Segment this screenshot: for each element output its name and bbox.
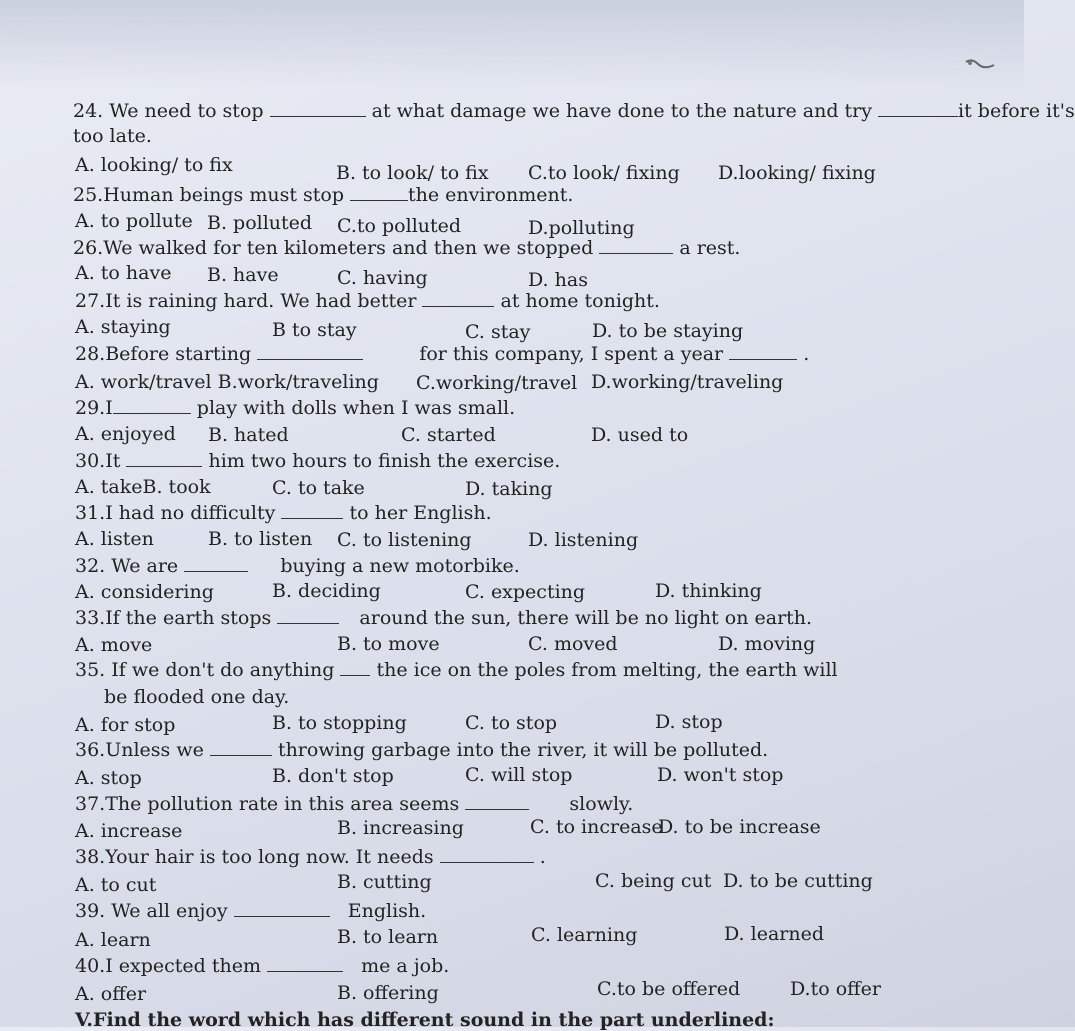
answer-blank: [440, 848, 534, 863]
q35-option-c: C. to stop: [465, 712, 558, 734]
q29-option-a: A. enjoyed: [75, 423, 176, 445]
q37-stem-part2: slowly.: [569, 793, 634, 815]
q35-option-a: A. for stop: [75, 714, 176, 736]
q24-stem-part3: it before it's: [958, 100, 1075, 122]
answer-blank: [113, 399, 191, 414]
q28-stem-part2: for this company, I spent a year: [419, 343, 724, 365]
q32-option-c: C. expecting: [465, 581, 586, 603]
q32-stem: [75, 555, 520, 577]
q39-option-a: A. learn: [75, 929, 151, 951]
q38-option-c: C. being cut: [595, 870, 712, 892]
q25-option-d: D.polluting: [528, 217, 635, 239]
q27-option-b: B to stay: [272, 319, 357, 341]
q37-option-d: D. to be increase: [658, 816, 821, 838]
q30-stem-part1: 30.It: [75, 450, 121, 472]
q39-option-c: C. learning: [531, 924, 638, 946]
q25-stem-part2: the environment.: [408, 184, 574, 206]
q25-option-b: B. polluted: [207, 212, 313, 234]
q29-stem-part2: play with dolls when I was small.: [196, 397, 516, 419]
q33-option-d: D. moving: [718, 633, 816, 655]
q38-option-b: B. cutting: [337, 871, 432, 893]
q29-option-b: B. hated: [208, 424, 289, 446]
q38-stem-part1: 38.Your hair is too long now. It needs: [75, 846, 434, 868]
q25-stem: [73, 184, 573, 206]
q35-stem-line2: be flooded one day.: [104, 686, 290, 708]
answer-blank: [465, 795, 529, 810]
q40-option-a: A. offer: [75, 983, 147, 1005]
q33-option-c: C. moved: [528, 633, 618, 655]
q24-stem-part1: 24. We need to stop: [73, 100, 264, 122]
q27-option-c: C. stay: [465, 321, 531, 343]
q24-option-d: D.looking/ fixing: [718, 162, 876, 184]
q26-stem-part2: a rest.: [679, 237, 741, 259]
q40-stem-part1: 40.I expected them: [75, 955, 261, 977]
q29-option-c: C. started: [401, 424, 496, 446]
q30-option-d: D. taking: [465, 478, 553, 500]
q27-stem: [75, 290, 660, 312]
q28-option-d: D.working/traveling: [591, 371, 784, 393]
q24-stem-part2: at what damage we have done to the nature and try: [371, 100, 872, 122]
q32-option-b: B. deciding: [272, 580, 381, 602]
q40-option-d: D.to offer: [790, 978, 881, 1000]
q29-option-d: D. used to: [591, 424, 689, 446]
q33-stem-part1: 33.If the earth stops: [75, 607, 272, 629]
q30-stem: [75, 450, 560, 472]
q32-stem-part2: buying a new motorbike.: [280, 555, 520, 577]
answer-blank: [340, 661, 370, 676]
q27-stem-part1: 27.It is raining hard. We had better: [75, 290, 417, 312]
q32-stem-part1: 32. We are: [75, 555, 179, 577]
q31-stem-part2: to her English.: [349, 502, 492, 524]
q36-option-a: A. stop: [75, 767, 142, 789]
q37-option-b: B. increasing: [337, 817, 464, 839]
q26-stem-part1: 26.We walked for ten kilometers and then we stopped: [73, 237, 594, 259]
q36-option-b: B. don't stop: [272, 765, 394, 787]
q25-option-a: A. to pollute: [75, 210, 193, 232]
q39-option-b: B. to learn: [337, 926, 439, 948]
q37-stem: [75, 793, 633, 815]
q26-stem: [73, 237, 740, 259]
answer-blank: [878, 102, 958, 117]
q39-option-d: D. learned: [724, 923, 825, 945]
answer-blank: [257, 345, 363, 360]
q35-stem: [75, 659, 838, 681]
q33-option-a: A. move: [75, 634, 153, 656]
answer-blank: [210, 741, 272, 756]
q24-line2: too late.: [73, 125, 152, 147]
q27-option-d: D. to be staying: [592, 320, 744, 342]
q26-option-b: B. have: [207, 264, 279, 286]
q38-option-d: D. to be cutting: [723, 870, 873, 892]
q36-stem-part2: throwing garbage into the river, it will be polluted.: [277, 739, 769, 761]
q24-option-a: A. looking/ to fix: [75, 154, 233, 176]
q38-stem: [75, 846, 546, 868]
q31-option-c: C. to listening: [337, 529, 472, 551]
q30-stem-part2: him two hours to finish the exercise.: [208, 450, 561, 472]
q37-option-c: C. to increase: [530, 816, 663, 838]
q24-line1: [73, 100, 1075, 122]
q28-stem-part3: .: [803, 343, 810, 365]
q26-option-a: A. to have: [75, 262, 172, 284]
q38-stem-part2: .: [539, 846, 546, 868]
answer-blank: [281, 504, 343, 519]
q35-option-d: D. stop: [655, 711, 723, 733]
q36-option-d: D. won't stop: [657, 764, 784, 786]
paper-shadow: [0, 0, 1024, 90]
answer-blank: [270, 102, 366, 117]
q39-stem-part2: English.: [347, 900, 427, 922]
answer-blank: [126, 452, 202, 467]
q40-stem-part2: me a job.: [361, 955, 450, 977]
answer-blank: [234, 902, 330, 917]
answer-blank: [599, 239, 673, 254]
q36-stem-part1: 36.Unless we: [75, 739, 204, 761]
answer-blank: [350, 186, 408, 201]
q35-stem-part2: the ice on the poles from melting, the earth will: [376, 659, 838, 681]
answer-blank: [729, 345, 797, 360]
q26-option-c: C. having: [337, 267, 428, 289]
q30-option-c: C. to take: [272, 477, 365, 499]
q28-option-c: C.working/travel: [416, 372, 578, 394]
q33-stem-part2: around the sun, there will be no light on earth.: [359, 607, 813, 629]
q39-stem: [75, 900, 426, 922]
answer-blank: [277, 609, 339, 624]
q29-stem: [75, 397, 515, 419]
q27-option-a: A. staying: [75, 316, 171, 338]
q25-option-c: C.to polluted: [337, 215, 462, 237]
q36-option-c: C. will stop: [465, 764, 573, 786]
q40-stem: [75, 955, 449, 977]
q39-stem-part1: 39. We all enjoy: [75, 900, 228, 922]
q31-option-b: B. to listen: [208, 528, 313, 550]
q36-stem: [75, 739, 768, 761]
answer-blank: [422, 292, 494, 307]
answer-blank: [184, 557, 248, 572]
answer-blank: [267, 957, 343, 972]
section-heading: V.Find the word which has different sound in the part underlined:: [75, 1009, 775, 1031]
q37-option-a: A. increase: [75, 820, 183, 842]
q24-option-c: C.to look/ fixing: [528, 162, 680, 184]
q33-option-b: B. to move: [337, 633, 440, 655]
q29-stem-part1: 29.I: [75, 397, 113, 419]
pen-mark: [964, 56, 998, 72]
q38-option-a: A. to cut: [75, 874, 157, 896]
q40-option-c: C.to be offered: [597, 978, 741, 1000]
q26-option-d: D. has: [528, 269, 588, 291]
q37-stem-part1: 37.The pollution rate in this area seems: [75, 793, 460, 815]
q32-option-a: A. considering: [75, 581, 214, 603]
q30-option-a-b: A. takeB. took: [75, 476, 211, 498]
q31-stem-part1: 31.I had no difficulty: [75, 502, 276, 524]
q35-stem-part1: 35. If we don't do anything: [75, 659, 335, 681]
q33-stem: [75, 607, 812, 629]
q35-option-b: B. to stopping: [272, 712, 407, 734]
q31-option-a: A. listen: [75, 528, 154, 550]
q40-option-b: B. offering: [337, 982, 439, 1004]
q25-stem-part1: 25.Human beings must stop: [73, 184, 344, 206]
q31-option-d: D. listening: [528, 529, 639, 551]
q28-stem-part1: 28.Before starting: [75, 343, 252, 365]
q24-option-b: B. to look/ to fix: [336, 162, 489, 184]
q28-option-a-b: A. work/travel B.work/traveling: [75, 371, 379, 393]
q31-stem: [75, 502, 492, 524]
q27-stem-part2: at home tonight.: [500, 290, 660, 312]
q28-stem: [75, 343, 809, 365]
q32-option-d: D. thinking: [655, 580, 762, 602]
